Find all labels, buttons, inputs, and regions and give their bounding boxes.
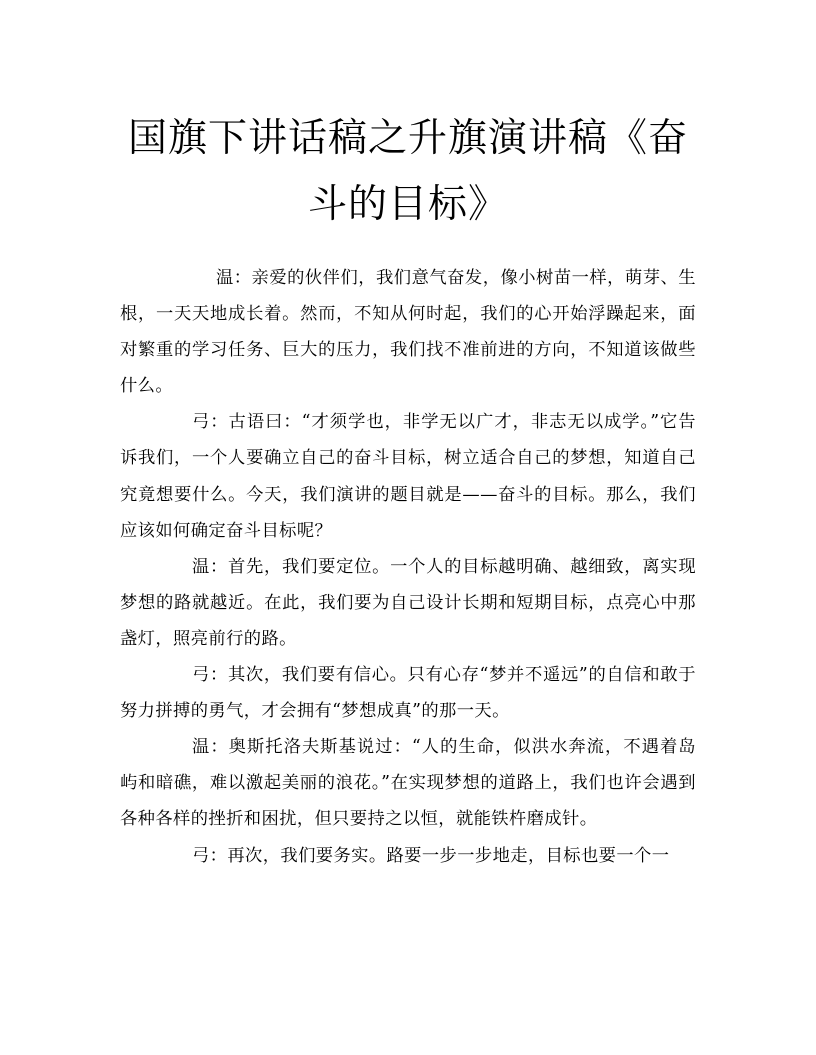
- document-body: [120, 260, 696, 874]
- paragraph-2: 弓：古语曰：“才须学也，非学无以广才，非志无以成学。”它告诉我们，一个人要确立自己的奋斗目标，树立适合自己的梦想，知道自己究竟想要什么。今天，我们演讲的题目就是——奋斗的目标。那么，我们应该如何确定奋斗目标呢？: [120, 412, 696, 541]
- paragraph-6: 弓：再次，我们要务实。路要一步一步地走，目标也要一个一: [192, 845, 670, 866]
- document-title: 国旗下讲话稿之升旗演讲稿《奋斗的目标》: [127, 116, 688, 227]
- paragraph-3: 温：首先，我们要定位。一个人的目标越明确、越细致，离实现梦想的路就越近。在此，我们要为自己设计长期和短期目标，点亮心中那盏灯，照亮前行的路。: [120, 556, 696, 649]
- paragraph-5: 温：奥斯托洛夫斯基说过：“人的生命，似洪水奔流，不遇着岛屿和暗礁，难以激起美丽的浪花。”在实现梦想的道路上，我们也许会遇到各种各样的挫折和困扰，但只要持之以恒，就能铁杵磨成针。: [120, 737, 696, 830]
- paragraph-4: 弓：其次，我们要有信心。只有心存“梦并不遥远”的自信和敢于努力拼搏的勇气，才会拥有“梦想成真”的那一天。: [120, 665, 696, 722]
- paragraph-1: 温：亲爱的伙伴们，我们意气奋发，像小树苗一样，萌芽、生根，一天天地成长着。然而，不知从何时起，我们的心开始浮躁起来，面对繁重的学习任务、巨大的压力，我们找不准前进的方向，不知道该做些什么。: [120, 268, 696, 397]
